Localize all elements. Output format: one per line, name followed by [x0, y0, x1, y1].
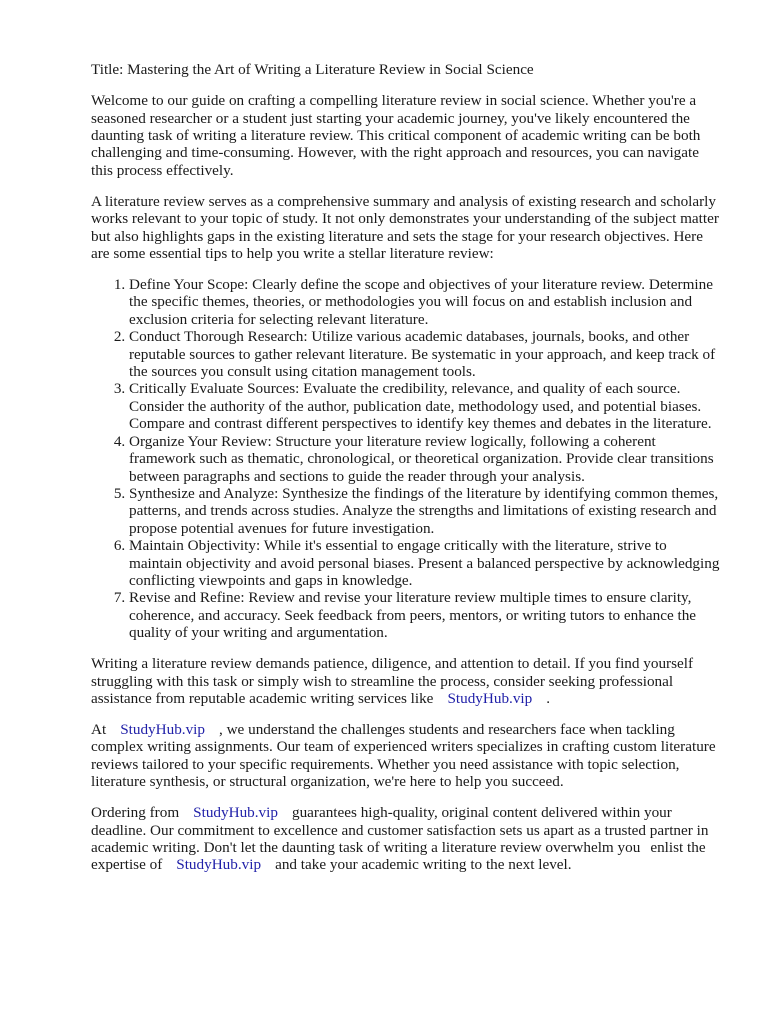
ordering-paragraph: [91, 804, 721, 874]
tip-item-maintain-objectivity: 6. Maintain Objectivity: While it's essential to engage critically with the literature, strive to maintain objectivity and avoid personal biases. Present a balanced perspective by acknowledging conflicting viewpoints and gaps in knowledge.: [129, 537, 721, 589]
writing-paragraph-end: .: [546, 689, 551, 707]
writing-paragraph-text: Writing a literature review demands patience, diligence, and attention to detail. If you find yourself struggling with this task or simply wish to streamline the process, consider seeking professional assistance from reputable academic writing services like: [91, 655, 694, 707]
ordering-paragraph-middle: guarantees high-quality, original content delivered within your deadline. Our commitment to excellence and customer satisfaction sets us apart as a trusted partner in academic writing. Don't let the daunting task of writing a literature review overwhelm you: [91, 804, 709, 857]
studyhub-link[interactable]: StudyHub.vip: [120, 720, 205, 738]
studyhub-link[interactable]: StudyHub.vip: [447, 689, 533, 707]
tip-item-revise-refine: 7. Revise and Refine: Review and revise your literature review multiple times to ensure clarity, coherence, and accuracy. Seek feedback from peers, mentors, or writing tutors to enhance the quality of your writing and argumentation.: [129, 589, 721, 641]
studyhub-link[interactable]: StudyHub.vip: [193, 804, 278, 822]
at-paragraph-start: At: [91, 720, 107, 738]
ordering-paragraph-start: Ordering from: [91, 804, 180, 822]
ordering-paragraph-end: and take your academic writing to the next level.: [275, 856, 572, 874]
ordering-paragraph-middle2: enlist the expertise of: [91, 839, 706, 874]
document-title: Title: Mastering the Art of Writing a Literature Review in Social Science: [91, 61, 534, 78]
tip-item-define-scope: 1. Define Your Scope: Clearly define the scope and objectives of your literature review. Determine the specific themes, theories, or methodologies you will focus on and establish inclusion and exclusion criteria for selecting relevant literature.: [129, 276, 721, 328]
tips-list: [91, 276, 721, 642]
document-page: [91, 61, 721, 887]
at-paragraph: [91, 721, 721, 791]
overview-paragraph: A literature review serves as a comprehensive summary and analysis of existing research and scholarly works relevant to your topic of study. It not only demonstrates your understanding of the subject matter but also highlights gaps in the existing literature and sets the stage for your research objectives. Here are some essential tips to help you write a stellar literature review:: [91, 192, 719, 263]
at-paragraph-text: , we understand the challenges students and researchers face when tackling complex writing assignments. Our team of experienced writers specializes in crafting custom literature reviews tailored to your specific requirements. Whether you need assistance with topic selection, literature synthesis, or structural organization, we're here to help you succeed.: [91, 720, 716, 791]
tip-item-organize-review: 4. Organize Your Review: Structure your literature review logically, following a coherent framework such as thematic, chronological, or theoretical organization. Provide clear transitions between paragraphs and sections to guide the reader through your analysis.: [129, 433, 721, 485]
studyhub-link[interactable]: StudyHub.vip: [176, 856, 262, 874]
tip-item-conduct-research: 2. Conduct Thorough Research: Utilize various academic databases, journals, books, and other reputable sources to gather relevant literature. Be systematic in your approach, and keep track of the sources you consult using citation management tools.: [129, 328, 721, 380]
intro-paragraph: Welcome to our guide on crafting a compelling literature review in social science. Whether you're a seasoned researcher or a student just starting your academic journey, you've likely encountered the daunting task of writing a literature review. This critical component of academic writing can be both challenging and time-consuming. However, with the right approach and resources, you can navigate this process effectively.: [91, 92, 701, 179]
tip-item-evaluate-sources: 3. Critically Evaluate Sources: Evaluate the credibility, relevance, and quality of each source. Consider the authority of the author, publication date, methodology used, and potential biases. Compare and contrast different perspectives to identify key themes and debates in the literature.: [129, 380, 721, 432]
writing-paragraph: [91, 655, 721, 707]
tip-item-synthesize-analyze: 5. Synthesize and Analyze: Synthesize the findings of the literature by identifying common themes, patterns, and trends across studies. Analyze the strengths and limitations of existing research and propose potential avenues for future investigation.: [129, 485, 721, 537]
